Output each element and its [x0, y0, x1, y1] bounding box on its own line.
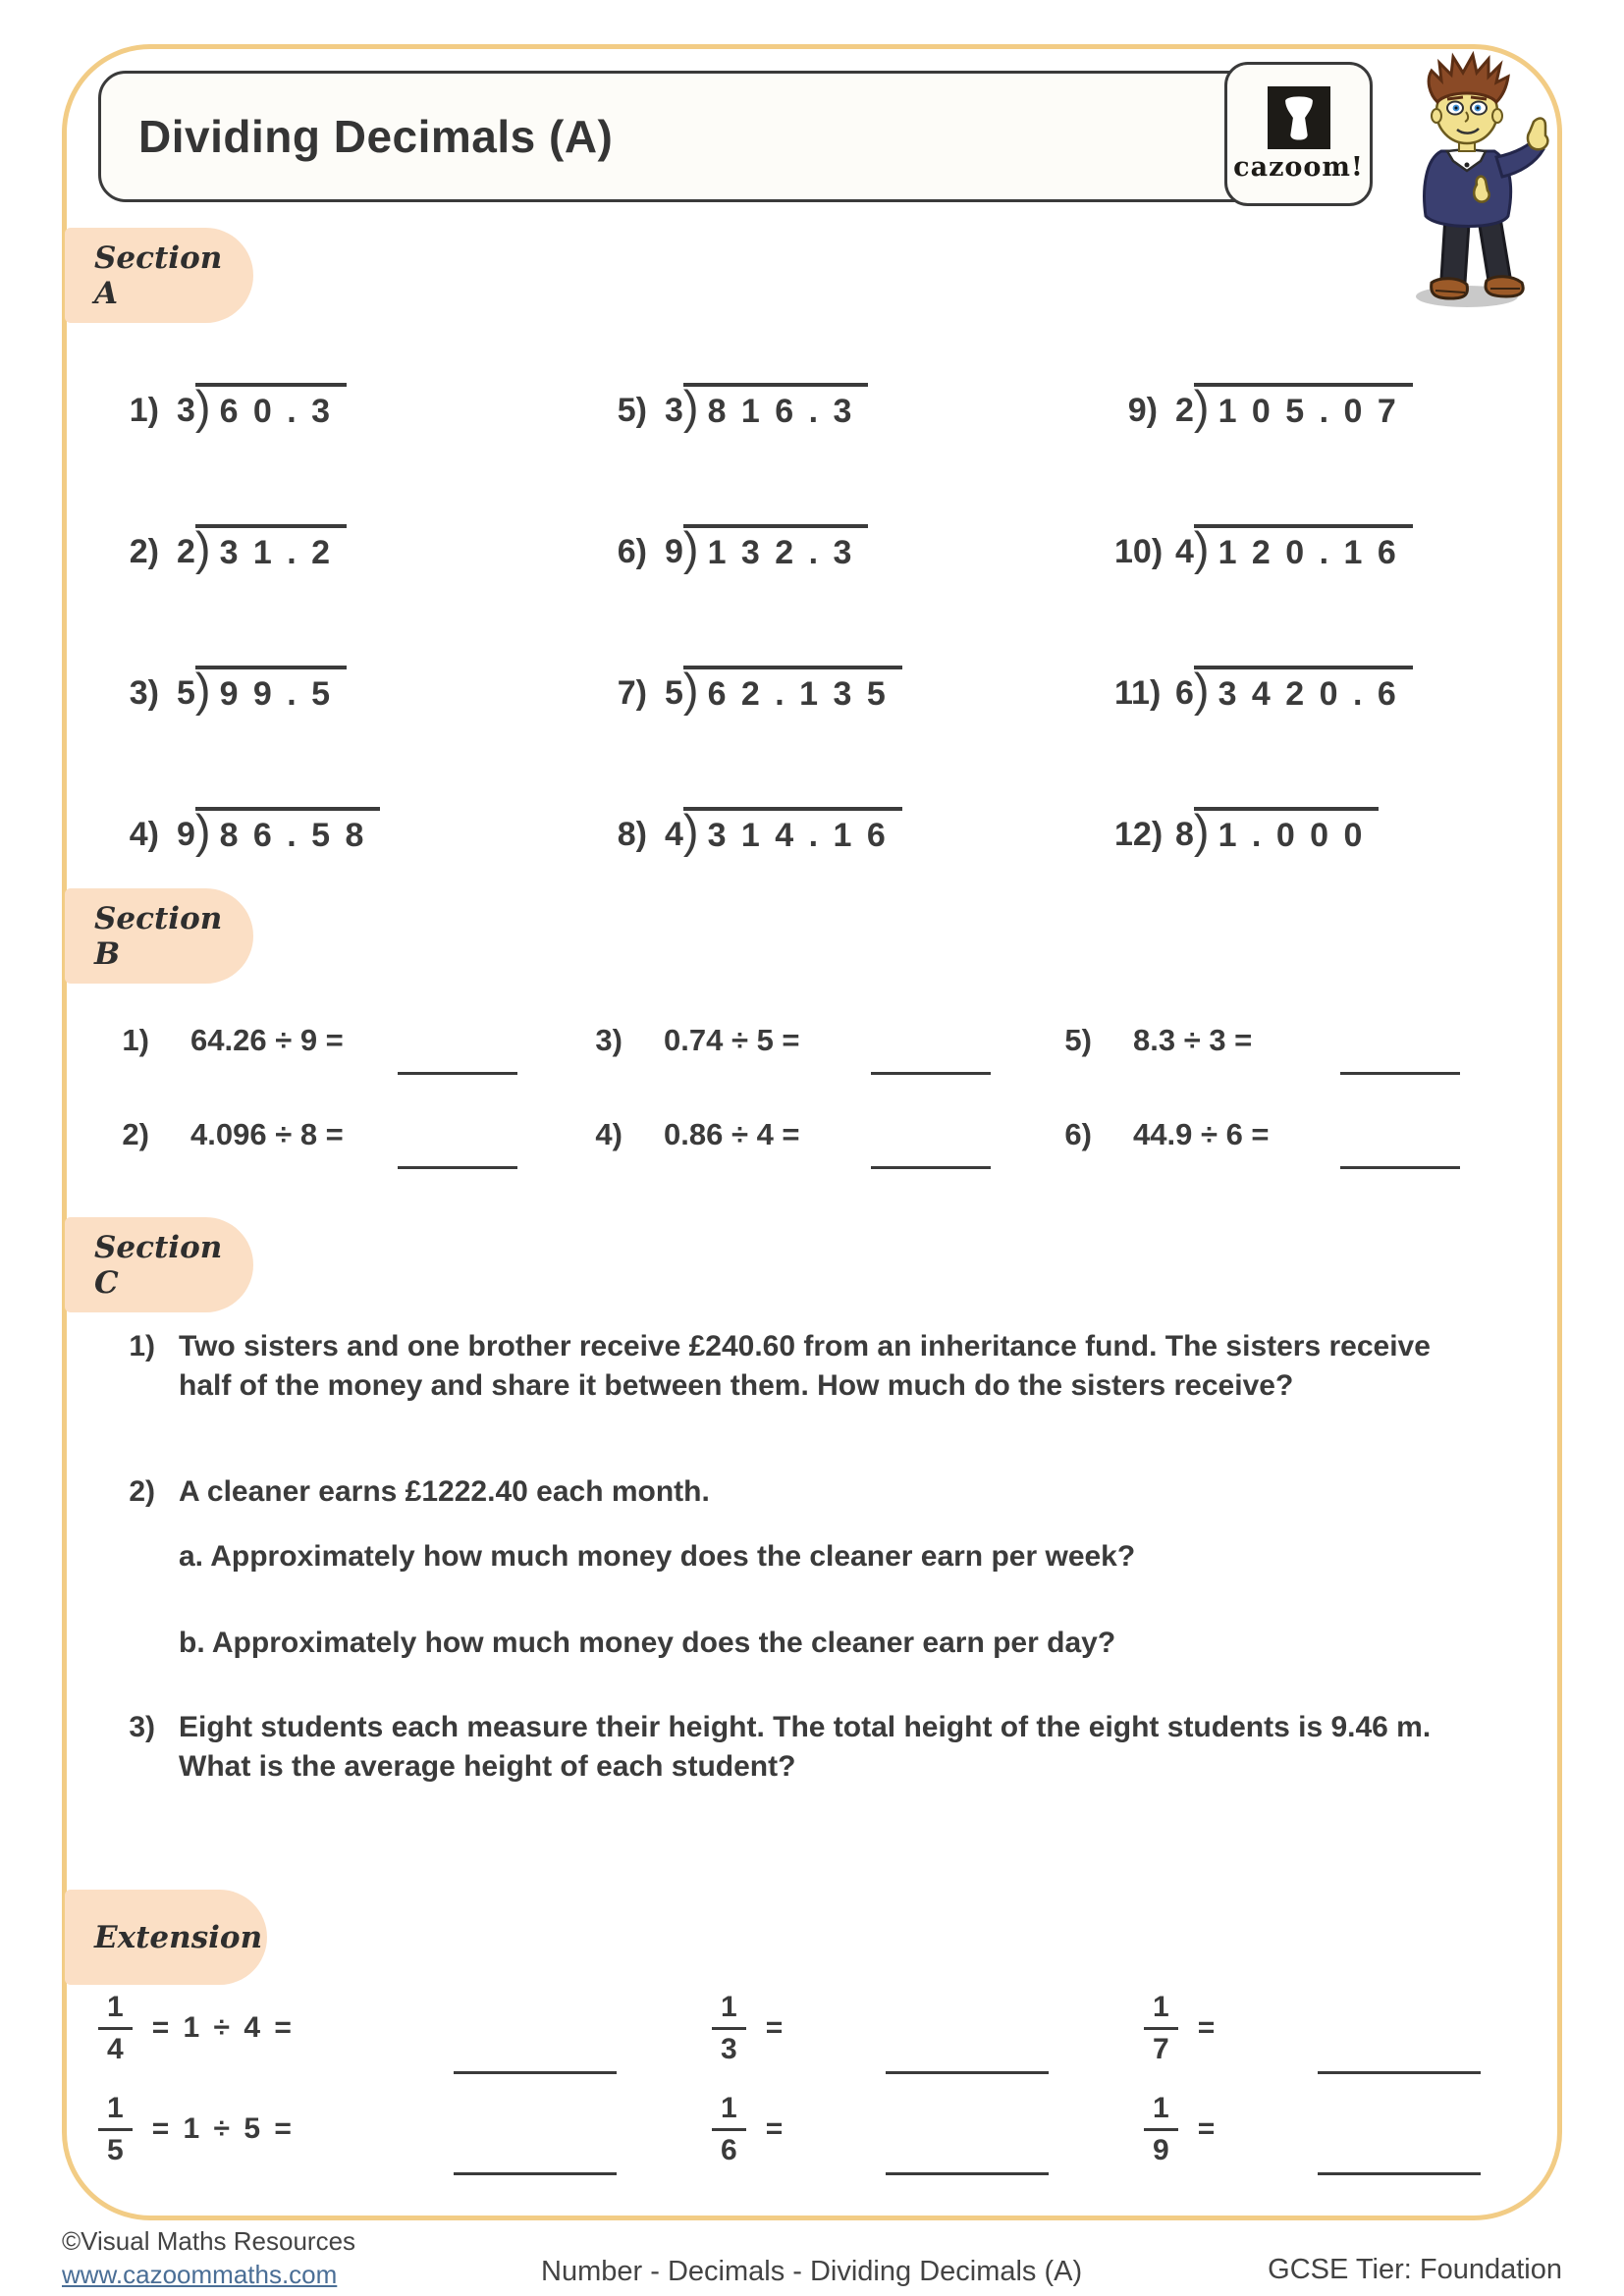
expression: =: [765, 2011, 786, 2044]
ext-problem-quarter: [98, 1990, 530, 2094]
drum-icon: [1268, 86, 1330, 149]
section-b-problems: [108, 1023, 1512, 1211]
extension-header: Extension: [65, 1890, 267, 1985]
answer-line: [1340, 1072, 1460, 1075]
expression: 44.9 ÷ 6 =: [1133, 1117, 1270, 1151]
denominator: 7: [1153, 2032, 1169, 2065]
divisor: 5: [177, 674, 195, 712]
division-bracket: [683, 666, 902, 714]
tier-label: GCSE Tier: Foundation: [1268, 2254, 1562, 2285]
problem-number: 3): [129, 674, 159, 712]
answer-line: [1340, 1166, 1460, 1169]
dividend: ) 3 1 . 2: [219, 534, 334, 571]
denominator: 5: [107, 2133, 124, 2166]
denominator: 4: [107, 2032, 124, 2065]
section-c-header: Section C: [65, 1217, 253, 1312]
website-link[interactable]: www.cazoommaths.com: [62, 2260, 338, 2289]
c-problem-2: [116, 1472, 1481, 1512]
expression: = 1 ÷ 4 =: [151, 2011, 295, 2044]
problem-number: 3): [595, 1023, 623, 1057]
division-problem-5: [604, 383, 1114, 524]
section-b-header: Section B: [65, 888, 253, 984]
answer-line: [398, 1166, 517, 1169]
fraction: [712, 2092, 746, 2167]
expression: =: [765, 2112, 786, 2145]
cazoom-logo-box: [1224, 62, 1373, 206]
divisor: 6: [1175, 674, 1194, 712]
problem-number: 2): [129, 1475, 155, 1508]
fraction: [1144, 2092, 1178, 2167]
problem-number: 3): [129, 1711, 155, 1743]
dividend: ) 3 4 2 0 . 6: [1218, 675, 1399, 713]
answer-line: [871, 1072, 991, 1075]
ext-problem-third: [530, 1990, 962, 2094]
problem-number: 2): [122, 1117, 149, 1151]
b-problem-4: [581, 1117, 1051, 1211]
problem-number: 6): [1064, 1117, 1092, 1151]
divisor: 3: [177, 392, 195, 429]
section-a-problems: [116, 383, 1520, 948]
expression: 64.26 ÷ 9 =: [190, 1023, 344, 1057]
denominator: 6: [721, 2133, 737, 2166]
section-c-problems: [116, 1327, 1481, 1787]
problem-number: 11): [1114, 674, 1162, 712]
b-problem-5: [1051, 1023, 1512, 1117]
division-bracket: [1194, 524, 1413, 572]
divisor: 9: [665, 533, 683, 570]
problem-number: 1): [129, 392, 159, 429]
problem-number: 6): [617, 533, 647, 570]
division-bracket: [195, 524, 347, 572]
dividend: ) 1 3 2 . 3: [707, 534, 855, 571]
division-problem-10: [1114, 524, 1520, 666]
mascot-illustration: [1386, 51, 1565, 314]
ext-problem-sixth: [530, 2091, 962, 2195]
c-problem-1: [116, 1327, 1481, 1406]
divisor: 9: [177, 816, 195, 853]
expression: 4.096 ÷ 8 =: [190, 1117, 344, 1151]
division-problem-8: [604, 807, 1114, 948]
extension-problems: [98, 1990, 1394, 2195]
division-bracket: [683, 524, 869, 572]
c-problem-2b: b. Approximately how much money does the cleaner earn per day?: [179, 1627, 1116, 1659]
title-box: [98, 71, 1372, 202]
fraction: [1144, 1991, 1178, 2066]
dividend: ) 1 2 0 . 1 6: [1218, 534, 1399, 571]
divisor: 4: [1175, 533, 1194, 570]
word-problem-text: Eight students each measure their height. The total height of the eight students is 9.46 m. What is the average height of each student?: [179, 1711, 1432, 1783]
denominator: 9: [1153, 2133, 1169, 2166]
divisor: 8: [1175, 816, 1194, 853]
fraction: [98, 2092, 133, 2167]
division-problem-9: [1114, 383, 1520, 524]
division-problem-1: [116, 383, 604, 524]
ext-problem-fifth: [98, 2091, 530, 2195]
problem-number: 4): [129, 816, 159, 853]
word-problem-text: A cleaner earns £1222.40 each month.: [179, 1475, 710, 1508]
problem-number: 5): [1064, 1023, 1092, 1057]
problem-number: 1): [129, 1330, 155, 1362]
divisor: 2: [1175, 392, 1194, 429]
c-problem-3: [116, 1708, 1481, 1787]
word-problem-text: Two sisters and one brother receive £240.60 from an inheritance fund. The sisters receive half of the money and share it between them. How much do the sisters receive?: [179, 1330, 1431, 1402]
dividend: ) 8 1 6 . 3: [707, 393, 855, 430]
expression: 0.74 ÷ 5 =: [664, 1023, 800, 1057]
expression: 8.3 ÷ 3 =: [1133, 1023, 1253, 1057]
divisor: 2: [177, 533, 195, 570]
b-problem-1: [108, 1023, 581, 1117]
numerator: 1: [1144, 2092, 1178, 2131]
division-bracket: [1194, 807, 1380, 855]
problem-number: 4): [595, 1117, 623, 1151]
dividend: ) 1 0 5 . 0 7: [1218, 393, 1399, 430]
problem-number: 2): [129, 533, 159, 570]
numerator: 1: [712, 2092, 746, 2131]
numerator: 1: [98, 2092, 133, 2131]
expression: =: [1197, 2112, 1218, 2145]
dividend: ) 6 0 . 3: [219, 393, 334, 430]
division-bracket: [1194, 383, 1413, 431]
problem-number: 12): [1114, 816, 1164, 853]
answer-line: [398, 1072, 517, 1075]
dividend: ) 8 6 . 5 8: [219, 817, 367, 854]
division-problem-11: [1114, 666, 1520, 807]
problem-number: 7): [617, 674, 647, 712]
dividend: ) 9 9 . 5: [219, 675, 334, 713]
division-problem-6: [604, 524, 1114, 666]
b-problem-6: [1051, 1117, 1512, 1211]
divisor: 5: [665, 674, 683, 712]
answer-line: [871, 1166, 991, 1169]
b-problem-2: [108, 1117, 581, 1211]
problem-number: 1): [122, 1023, 149, 1057]
division-bracket: [683, 807, 902, 855]
b-problem-3: [581, 1023, 1051, 1117]
numerator: 1: [1144, 1991, 1178, 2030]
division-problem-2: [116, 524, 604, 666]
page-footer: [62, 2224, 1562, 2291]
problem-number: 8): [617, 816, 647, 853]
dividend: ) 6 2 . 1 3 5: [707, 675, 889, 713]
problem-number: 10): [1114, 533, 1164, 570]
dividend: ) 1 . 0 0 0: [1218, 817, 1366, 854]
expression: =: [1197, 2011, 1218, 2044]
cazoom-logo-text: cazoom!: [1233, 151, 1364, 183]
fraction: [712, 1991, 746, 2066]
division-problem-12: [1114, 807, 1520, 948]
fraction: [98, 1991, 133, 2066]
problem-number: 5): [617, 392, 647, 429]
division-problem-3: [116, 666, 604, 807]
division-bracket: [195, 807, 381, 855]
ext-problem-ninth: [962, 2091, 1394, 2195]
division-problem-7: [604, 666, 1114, 807]
divisor: 4: [665, 816, 683, 853]
division-bracket: [195, 383, 347, 431]
answer-line: [1318, 2071, 1481, 2074]
numerator: 1: [712, 1991, 746, 2030]
expression: = 1 ÷ 5 =: [151, 2112, 295, 2145]
answer-line: [1318, 2172, 1481, 2175]
footer-breadcrumb: Number - Decimals - Dividing Decimals (A): [541, 2256, 1083, 2287]
expression: 0.86 ÷ 4 =: [664, 1117, 800, 1151]
numerator: 1: [98, 1991, 133, 2030]
section-a-header: Section A: [65, 228, 253, 323]
copyright-text: ©Visual Maths Resources: [62, 2226, 356, 2256]
division-bracket: [1194, 666, 1413, 714]
problem-number: 9): [1127, 392, 1158, 429]
dividend: ) 3 1 4 . 1 6: [707, 817, 889, 854]
division-bracket: [683, 383, 869, 431]
divisor: 3: [665, 392, 683, 429]
denominator: 3: [721, 2032, 737, 2065]
c-problem-2a: a. Approximately how much money does the cleaner earn per week?: [179, 1540, 1136, 1573]
page-title: Dividing Decimals (A): [138, 111, 614, 162]
ext-problem-seventh: [962, 1990, 1394, 2094]
division-bracket: [195, 666, 347, 714]
